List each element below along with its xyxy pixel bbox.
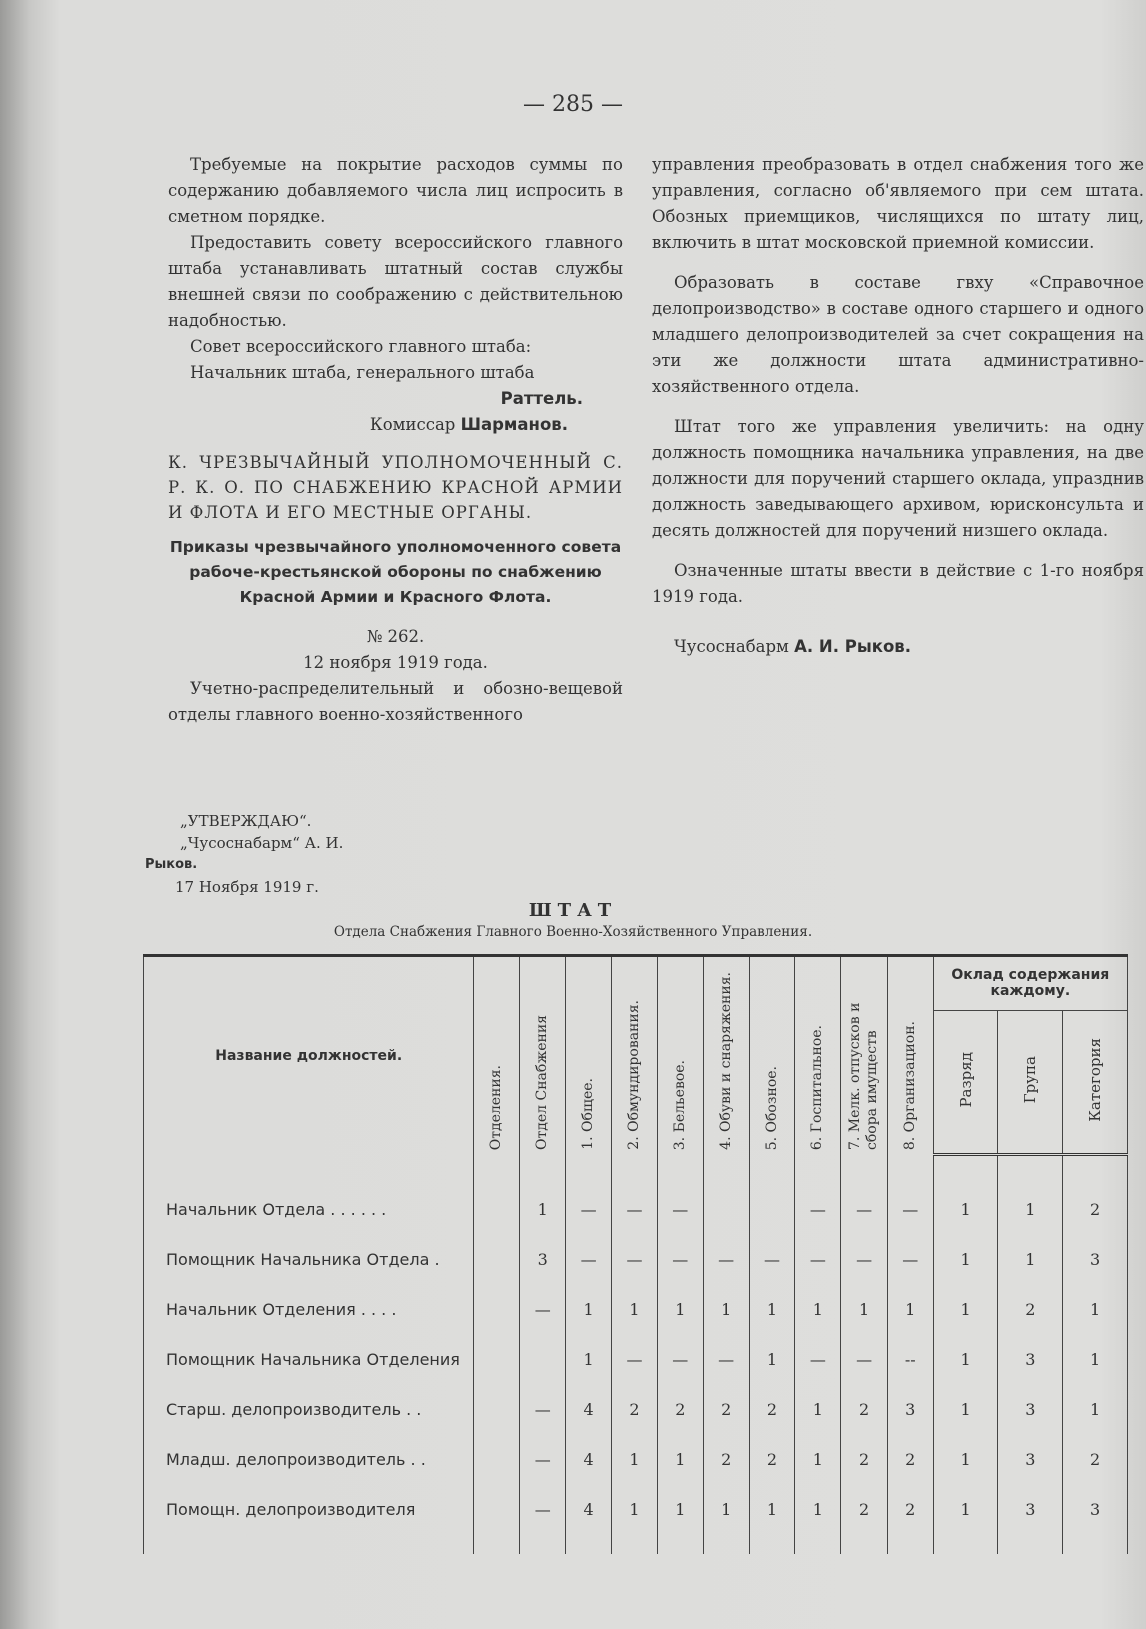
table-cell: — — [841, 1334, 888, 1384]
right-paragraph-3: Штат того же управления увеличить: на одну должность помощника начальника управления, на две должности для поручений старшего оклада, упразднив должность заведывающего архивом, юрисконсульта и десять должностей для поручений низшего оклада. — [652, 417, 1144, 540]
table-cell: — — [887, 1234, 933, 1284]
section-heading: К. ЧРЕЗВЫЧАЙНЫЙ УПОЛНОМОЧЕННЫЙ С. Р. К. О. ПО СНАБЖЕНИЮ КРАСНОЙ АРМИИ И ФЛОТА И ЕГО МЕСТНЫЕ ОРГАНЫ. — [168, 453, 623, 522]
table-cell: 3 — [998, 1434, 1063, 1484]
table-row — [144, 1334, 1128, 1384]
table-cell: — — [795, 1334, 841, 1384]
table-cell: 1 — [795, 1384, 841, 1434]
table-title: ШТАТ — [528, 900, 618, 921]
council-line: Совет всероссийского главного штаба: — [190, 337, 532, 356]
table-cell: — — [657, 1234, 703, 1284]
table-cell: 1 — [933, 1334, 998, 1384]
table-cell: 4 — [566, 1384, 612, 1434]
right-column — [652, 152, 1144, 660]
table-cell: — — [520, 1484, 566, 1554]
chief-line: Начальник штаба, генерального штаба — [190, 363, 535, 382]
col-header: Отделения. — [474, 956, 520, 1155]
table-cell: — — [795, 1154, 841, 1234]
table-cell: 1 — [933, 1234, 998, 1284]
signature-name: А. И. Рыков. — [794, 637, 912, 656]
table-cell: 1 — [933, 1384, 998, 1434]
table-cell: — — [703, 1334, 749, 1384]
col-header: 4. Обуви и снаряжения. — [703, 956, 749, 1155]
table-cell — [474, 1284, 520, 1334]
table-cell: 1 — [933, 1284, 998, 1334]
table-cell: 4 — [566, 1434, 612, 1484]
table-cell: — — [657, 1154, 703, 1234]
table-cell — [474, 1384, 520, 1434]
approval-block — [145, 810, 475, 898]
table-cell: 2 — [887, 1484, 933, 1554]
table-cell: 1 — [998, 1234, 1063, 1284]
order-date: 12 ноября 1919 года. — [303, 653, 488, 672]
table-cell: — — [749, 1234, 795, 1284]
table-cell: 1 — [749, 1484, 795, 1554]
table-cell: 2 — [612, 1384, 658, 1434]
table-cell: — — [520, 1284, 566, 1334]
table-cell: 2 — [703, 1434, 749, 1484]
commissar-name: Шарманов. — [460, 415, 568, 434]
position-name: Помощник Начальника Отделения — [144, 1334, 474, 1384]
table-cell: 2 — [703, 1384, 749, 1434]
table-cell — [474, 1234, 520, 1284]
table-row — [144, 1154, 1128, 1234]
col-header: Отдел Снабжения — [520, 956, 566, 1155]
table-cell: 1 — [703, 1484, 749, 1554]
table-row — [144, 1434, 1128, 1484]
table-cell: 3 — [998, 1334, 1063, 1384]
table-cell — [749, 1154, 795, 1234]
approval-line-2: „Чусоснабарм“ А. И. — [180, 834, 344, 852]
left-paragraph-3: Учетно-распределительный и обозно-вещевой отделы главного военно-хозяйственного — [168, 679, 623, 724]
table-cell: 3 — [1063, 1484, 1128, 1554]
table-cell: 1 — [566, 1334, 612, 1384]
table-cell: 1 — [612, 1484, 658, 1554]
table-cell: 3 — [998, 1384, 1063, 1434]
commissar-line — [168, 412, 623, 438]
table-cell: 1 — [749, 1334, 795, 1384]
table-cell — [520, 1334, 566, 1384]
table-cell: — — [841, 1234, 888, 1284]
table-cell: 1 — [795, 1284, 841, 1334]
table-cell: 3 — [998, 1484, 1063, 1554]
approval-line-4: 17 Ноября 1919 г. — [175, 878, 319, 896]
table-cell: — — [520, 1434, 566, 1484]
table-cell: 2 — [887, 1434, 933, 1484]
table-cell: — — [566, 1154, 612, 1234]
table-cell: 1 — [566, 1284, 612, 1334]
table-cell — [474, 1154, 520, 1234]
table-cell: 2 — [1063, 1154, 1128, 1234]
col-header: 3. Бельевое. — [657, 956, 703, 1155]
table-cell: 1 — [933, 1484, 998, 1554]
table-cell: 1 — [933, 1434, 998, 1484]
table-cell — [474, 1434, 520, 1484]
table-cell: — — [841, 1154, 888, 1234]
category-header: Категория — [1063, 1010, 1128, 1154]
table-cell: -- — [887, 1334, 933, 1384]
table-cell: — — [520, 1384, 566, 1434]
table-cell — [474, 1334, 520, 1384]
staff-table — [143, 954, 1128, 1554]
table-cell: 4 — [566, 1484, 612, 1554]
table-cell: 1 — [1063, 1384, 1128, 1434]
table-row — [144, 1384, 1128, 1434]
table-cell: 1 — [795, 1484, 841, 1554]
position-name: Начальник Отдела . . . . . . — [144, 1154, 474, 1234]
col-header: 1. Общее. — [566, 956, 612, 1155]
table-cell: 1 — [749, 1284, 795, 1334]
table-subtitle: Отдела Снабжения Главного Военно-Хозяйственного Управления. — [333, 924, 813, 940]
table-row — [144, 1284, 1128, 1334]
table-row — [144, 1484, 1128, 1554]
orders-heading: Приказы чрезвычайного уполномоченного совета рабоче-крестьянской обороны по снабжению Красной Армии и Красного Флота. — [169, 538, 622, 606]
right-paragraph-2: Образовать в составе гвху «Справочное делопроизводство» в составе одного старшего и одного младшего делопроизводителей за счет сокращения на эти же должности штата административно-хозяйственного отдела. — [652, 273, 1144, 396]
table-cell: 3 — [520, 1234, 566, 1284]
table-cell: — — [612, 1234, 658, 1284]
table-cell: 2 — [841, 1384, 888, 1434]
table-cell: 2 — [749, 1434, 795, 1484]
col-header: 8. Организацион. — [887, 956, 933, 1155]
position-name: Помощник Начальника Отдела . — [144, 1234, 474, 1284]
col-header: 6. Госпитальное. — [795, 956, 841, 1155]
col-header: 7. Мелк. отпусков и сбора имуществ — [841, 956, 888, 1155]
table-row — [144, 1234, 1128, 1284]
table-cell: 2 — [841, 1484, 888, 1554]
commissar-label: Комиссар — [369, 415, 456, 434]
table-cell: — — [612, 1334, 658, 1384]
col-header: 5. Обозное. — [749, 956, 795, 1155]
table-cell: 1 — [933, 1154, 998, 1234]
position-header: Название должностей. — [144, 956, 474, 1155]
position-name: Младш. делопроизводитель . . — [144, 1434, 474, 1484]
table-cell — [703, 1154, 749, 1234]
table-cell: — — [657, 1334, 703, 1384]
table-cell: — — [887, 1154, 933, 1234]
table-cell — [474, 1484, 520, 1554]
position-name: Начальник Отделения . . . . — [144, 1284, 474, 1334]
table-cell: 1 — [657, 1434, 703, 1484]
table-cell: 1 — [841, 1284, 888, 1334]
table-cell: 1 — [795, 1434, 841, 1484]
table-cell: 2 — [998, 1284, 1063, 1334]
rank-header: Разряд — [933, 1010, 998, 1154]
signature-line — [652, 634, 1144, 660]
col-header: 2. Обмундирования. — [612, 956, 658, 1155]
page-number: — 285 — — [523, 92, 623, 117]
table-cell: 1 — [1063, 1334, 1128, 1384]
table-cell: 1 — [1063, 1284, 1128, 1334]
table-cell: 1 — [887, 1284, 933, 1334]
left-column — [168, 152, 623, 728]
group-header: Група — [998, 1010, 1063, 1154]
table-cell: 3 — [887, 1384, 933, 1434]
table-cell: — — [566, 1234, 612, 1284]
table-cell: 3 — [1063, 1234, 1128, 1284]
table-cell: — — [703, 1234, 749, 1284]
table-body — [144, 1154, 1128, 1554]
right-paragraph-1: управления преобразовать в отдел снабжения того же управления, согласно об'являемого при сем штата. Обозных приемщиков, числящихся по штату лиц, включить в штат московской приемной комиссии. — [652, 155, 1144, 252]
right-paragraph-4: Означенные штаты ввести в действие с 1-го ноября 1919 года. — [652, 561, 1144, 606]
position-name: Помощн. делопроизводителя — [144, 1484, 474, 1554]
order-number: № 262. — [366, 627, 425, 646]
table-cell: 2 — [749, 1384, 795, 1434]
table-cell: 1 — [612, 1284, 658, 1334]
table-cell: 2 — [657, 1384, 703, 1434]
signature-role: Чусоснабарм — [674, 637, 789, 656]
table-cell: — — [795, 1234, 841, 1284]
table-cell: 1 — [612, 1434, 658, 1484]
table-cell: — — [612, 1154, 658, 1234]
approval-line-3: Рыков. — [145, 857, 198, 872]
chief-name: Раттель. — [500, 389, 583, 408]
approval-line-1: „УТВЕРЖДАЮ“. — [180, 812, 312, 830]
table-cell: 1 — [703, 1284, 749, 1334]
left-paragraph-2: Предоставить совету всероссийского главного штаба устанавливать штатный состав службы внешней связи по соображению с действительною надобностью. — [168, 233, 623, 330]
table-cell: 2 — [1063, 1434, 1128, 1484]
table-cell: 1 — [520, 1154, 566, 1234]
salary-header: Оклад содержания каждому. — [933, 956, 1127, 1011]
table-cell: 2 — [841, 1434, 888, 1484]
table-cell: 1 — [657, 1284, 703, 1334]
table-cell: 1 — [657, 1484, 703, 1554]
table-cell: 1 — [998, 1154, 1063, 1234]
left-paragraph-1: Требуемые на покрытие расходов суммы по содержанию добавляемого числа лиц испросить в сметном порядке. — [168, 155, 623, 226]
position-name: Старш. делопроизводитель . . — [144, 1384, 474, 1434]
